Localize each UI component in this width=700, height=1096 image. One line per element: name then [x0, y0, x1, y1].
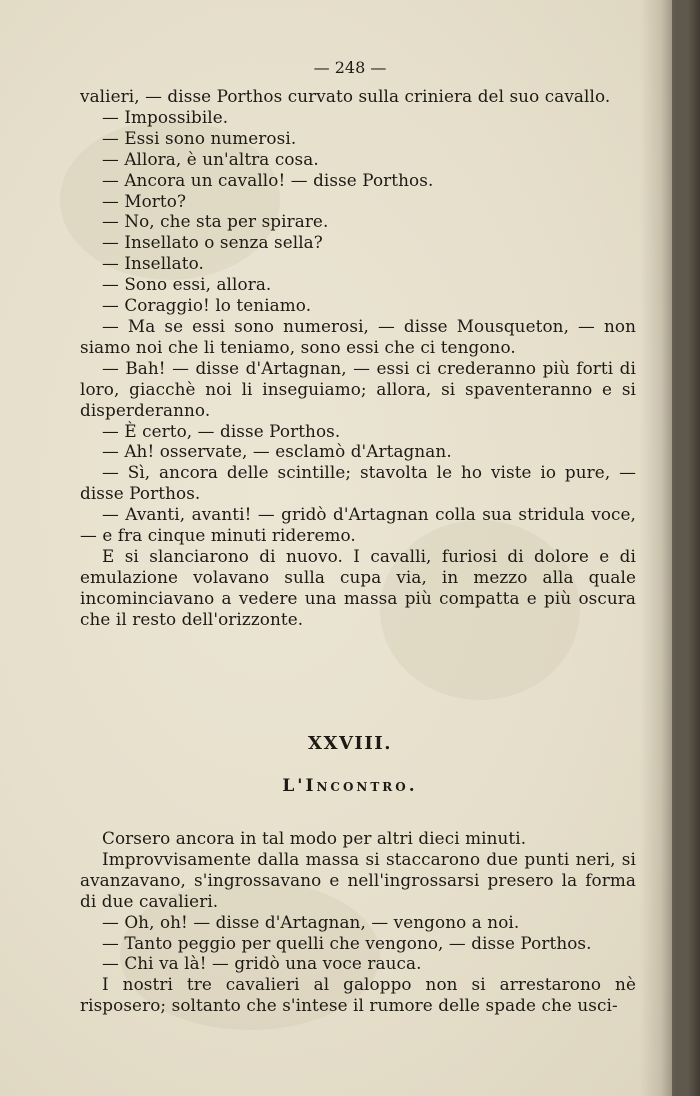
paragraph: — Avanti, avanti! — gridò d'Artagnan colla sua stridula voce, — e fra cinque minuti rideremo.: [80, 504, 636, 546]
paragraph: — Sono essi, allora.: [102, 274, 272, 295]
paragraph: — Morto?: [102, 190, 187, 211]
paragraph: — Ma se essi sono numerosi, — disse Mousqueton, — non siamo noi che li teniamo, sono essi che ci tengono.: [80, 315, 636, 357]
paragraph: — Essi sono numerosi.: [102, 127, 297, 148]
paragraph: — Tanto peggio per quelli che vengono, — disse Porthos.: [102, 932, 592, 953]
paragraph: Corsero ancora in tal modo per altri dieci minuti.: [102, 828, 527, 848]
paragraph: — Ah! osservate, — esclamò d'Artagnan.: [102, 441, 452, 462]
paragraph: — Impossibile.: [102, 106, 229, 127]
text-block-bottom: [80, 828, 636, 1016]
paragraph: valieri, — disse Porthos curvato sulla criniera del suo cavallo.: [80, 86, 611, 106]
book-gutter-shadow: [640, 0, 700, 1096]
paragraph: — Allora, è un'altra cosa.: [102, 148, 319, 169]
paragraph: — Ancora un cavallo! — disse Porthos.: [102, 169, 434, 190]
chapter-title: L'Incontro.: [282, 776, 418, 796]
paragraph: — Sì, ancora delle scintille; stavolta le ho viste io pure, — disse Porthos.: [80, 462, 636, 504]
paragraph: Improvvisamente dalla massa si staccarono due punti neri, si avanzavano, s'ingrossavano e nell'ingrossarsi presero la forma di due cavalieri.: [80, 848, 636, 911]
paragraph: — Insellato o senza sella?: [102, 232, 323, 253]
paragraph: — Insellato.: [102, 253, 204, 274]
page-number: — 248 —: [313, 58, 387, 77]
paragraph: E si slanciarono di nuovo. I cavalli, furiosi di dolore e di emulazione volavano sulla cupa via, in mezzo alla quale incominciavano a vedere una massa più compatta e più oscura che il resto dell'orizzonte.: [80, 545, 636, 629]
paragraph: — Chi va là! — gridò una voce rauca.: [102, 953, 422, 974]
paragraph: — No, che sta per spirare.: [102, 211, 329, 232]
paragraph: — È certo, — disse Porthos.: [102, 420, 341, 441]
text-block-top: [80, 86, 636, 630]
paragraph: — Bah! — disse d'Artagnan, — essi ci crederanno più forti di loro, giacchè noi li inseguiamo; allora, si spaventeranno e si disperderanno.: [80, 357, 636, 420]
paragraph: — Coraggio! lo teniamo.: [102, 295, 312, 316]
chapter-number: XXVIII.: [308, 733, 392, 754]
paragraph: — Oh, oh! — disse d'Artagnan, — vengono a noi.: [102, 911, 520, 932]
paragraph: I nostri tre cavalieri al galoppo non si arrestarono nè risposero; soltanto che s'intese il rumore delle spade che usci-: [80, 974, 636, 1016]
